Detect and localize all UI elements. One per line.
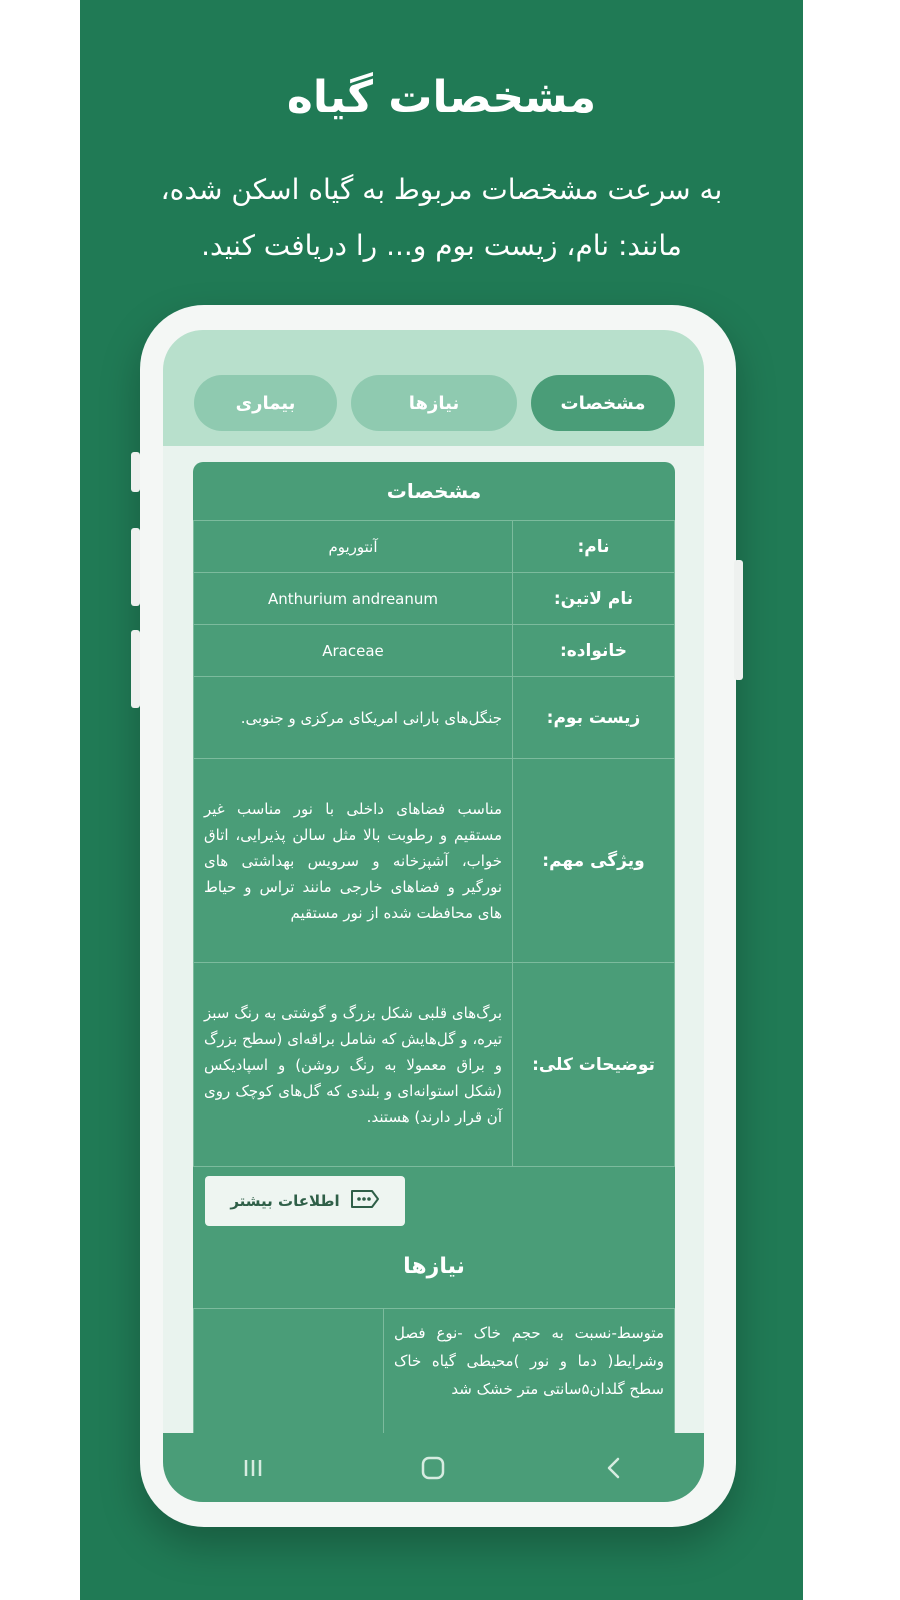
tab-diseases[interactable]: بیماری: [194, 375, 337, 431]
row-value: مناسب فضاهای داخلی با نور مناسب غیر مستقیم و رطوبت بالا مثل سالن پذیرایی، اتاق خواب، آشپزخانه و سرویس بهداشتی های نورگیر و فضاهای خارجی مانند تراس و حیاط های محافظت شده از نور مستقیم: [194, 759, 513, 963]
phone-side-button: [131, 630, 140, 708]
phone-power-button: [734, 560, 743, 680]
more-info-label: اطلاعات بیشتر: [230, 1192, 340, 1210]
row-label: خانواده:: [513, 625, 675, 677]
phone-side-button: [131, 452, 140, 492]
phone-screen: [163, 330, 704, 1502]
recents-icon[interactable]: [223, 1448, 283, 1488]
row-label: نام لاتین:: [513, 573, 675, 625]
phone-side-button: [131, 528, 140, 606]
promo-subline: [110, 162, 773, 274]
tag-dots-icon: [350, 1188, 380, 1214]
row-value: آنتوریوم: [194, 521, 513, 573]
row-label: نام:: [513, 521, 675, 573]
table-row: [194, 963, 675, 1167]
tab-specifications[interactable]: مشخصات: [531, 375, 675, 431]
row-label: زیست بوم:: [513, 677, 675, 759]
promo-subline-line-1: به سرعت مشخصات مربوط به گیاه اسکن شده،: [160, 173, 723, 206]
needs-title: نیازها: [403, 1254, 465, 1279]
row-value: Araceae: [194, 625, 513, 677]
promo-headline: مشخصات گیاه: [286, 72, 597, 123]
back-icon[interactable]: [584, 1448, 644, 1488]
row-label: ویژگی مهم:: [513, 759, 675, 963]
table-row: [194, 625, 675, 677]
row-value: Anthurium andreanum: [194, 573, 513, 625]
table-row: [194, 521, 675, 573]
promo-subline-line-2: مانند: نام، زیست بوم و... را دریافت کنید.: [201, 229, 682, 262]
system-navigation-bar: [163, 1433, 704, 1502]
specifications-card: [193, 462, 675, 1462]
row-value: برگ‌های قلبی شکل بزرگ و گوشتی به رنگ سبز تیره، و گل‌هایش که شامل براقه‌ای (سطح بزرگ و براق معمولا به رنگ روشن) و اسپادیکس (شکل استوانه‌ای و بلندی که گل‌های کوچک روی آن قرار دارند) هستند.: [194, 963, 513, 1167]
table-row: [194, 759, 675, 963]
home-icon[interactable]: [403, 1448, 463, 1488]
row-value: متوسط-نسبت به حجم خاک -نوع فصل وشرایط( دما و نور )محیطی گیاه خاک سطح گلدان۵سانتی متر خشک شد: [384, 1309, 675, 1463]
table-row: [194, 677, 675, 759]
specifications-table: [193, 520, 675, 1167]
more-info-button[interactable]: [205, 1176, 405, 1226]
row-value: جنگل‌های بارانی امریکای مرکزی و جنوبی.: [194, 677, 513, 759]
tab-needs[interactable]: نیازها: [351, 375, 517, 431]
tab-bar: [163, 330, 704, 446]
table-row: [194, 573, 675, 625]
row-label: توضیحات کلی:: [513, 963, 675, 1167]
specifications-title: مشخصات: [386, 479, 482, 503]
